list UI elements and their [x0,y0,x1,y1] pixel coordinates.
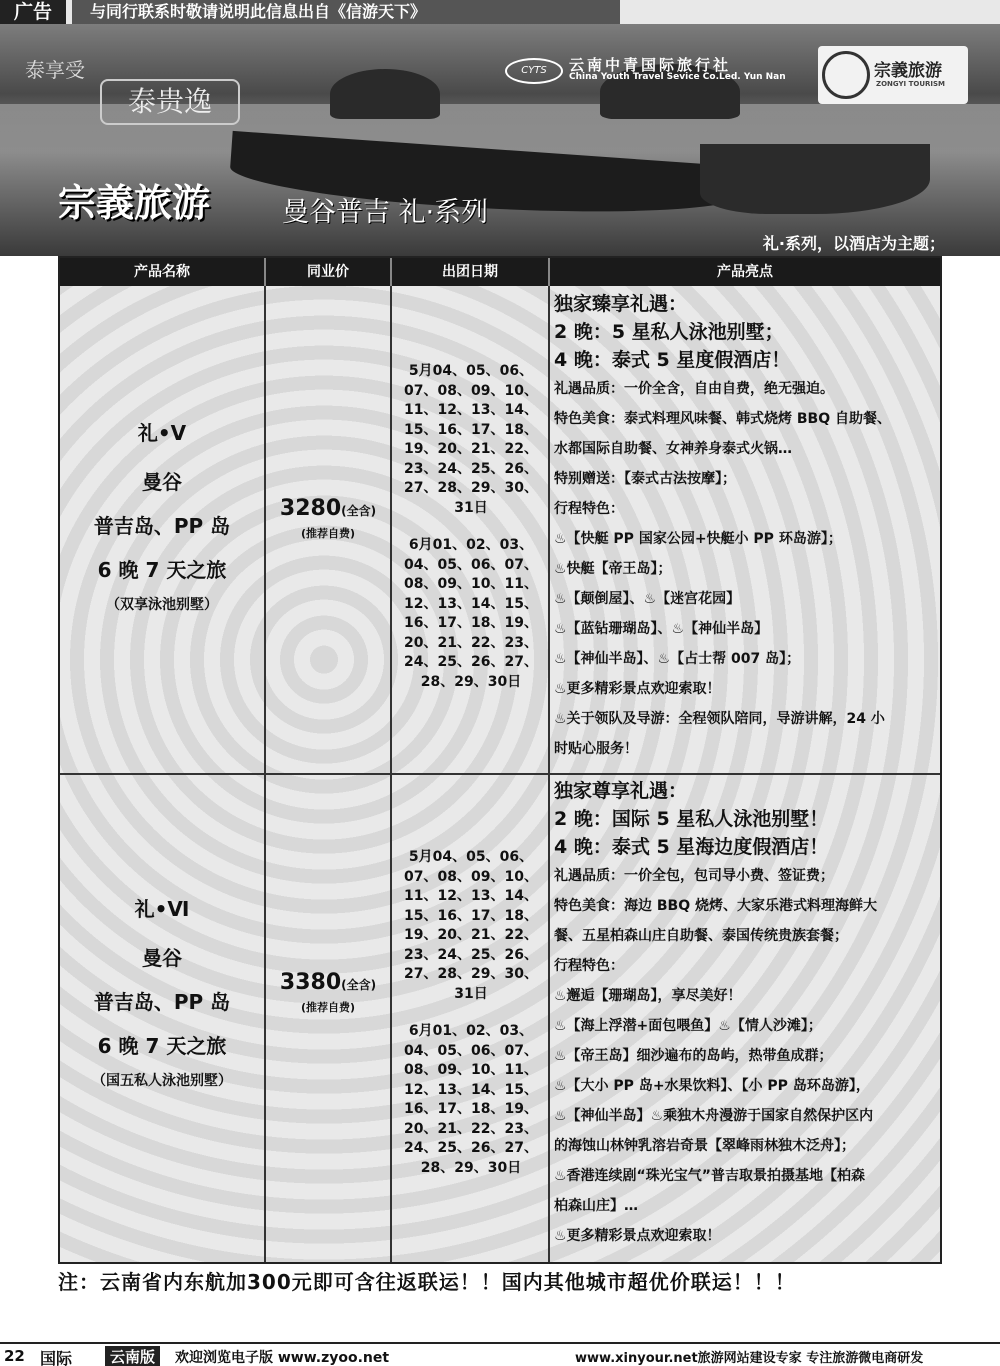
highlight-line: 行程特色： [554,958,624,974]
price-note: (全含) [341,504,377,518]
hotel-logo-side: 泰享受 [25,58,85,82]
highlight-line: 特色美食：海边 BBQ 烧烤、大家乐港式料理海鲜大 [554,898,877,914]
theme-note: 礼·系列，以酒店为主题； [762,234,945,253]
highlight-line: ♨关于领队及导游：全程领队陪同，导游讲解，24 小 [554,711,885,727]
page-number: 22 [4,1347,25,1365]
date-line: 04、05、06、07、 [404,556,538,573]
date-line: 28、29、30日 [420,1159,522,1176]
highlight-line: ♨【神仙半岛】♨乘独木舟漫游于国家自然保护区内 [554,1108,874,1124]
price-value: 3380 [279,970,342,995]
product-room-type: （双享泳池别墅） [106,597,218,613]
product-city: 曼谷 [142,946,182,970]
header-product-name: 产品名称 [60,258,266,286]
product-duration: 6 晚 7 天之旅 [97,558,227,582]
date-line: 16、17、18、19、 [404,1101,538,1117]
row-divider [60,773,940,775]
date-line: 08、09、10、11、 [404,576,538,592]
header-dates: 出团日期 [392,258,550,286]
product-room-type: （国五私人泳池别墅） [92,1073,232,1089]
date-line: 19、20、21、22、 [404,927,538,943]
hotel-logo [25,59,240,139]
highlight-heading: 独家尊享礼遇： [554,780,688,802]
highlight-line: 的海蚀山林钟乳溶岩奇景【翠峰雨林独木泛舟】； [554,1138,855,1154]
date-line: 31日 [454,985,488,1002]
date-line: 6月01、02、03、 [408,1023,534,1039]
price-value: 3280 [279,496,342,521]
highlight-line: ♨快艇【帝王岛】； [554,561,672,577]
date-line: 11、12、13、14、 [404,888,538,904]
connection-note: 注：云南省内东航加300元即可含往返联运！！国内其他城市超优价联运！！！ [58,1270,796,1294]
boat-image [700,144,930,214]
footer-website[interactable]: 欢迎浏览电子版 www.zyoo.net [175,1350,390,1366]
cyts-english: China Youth Travel Sevice Co.Led. Yun Nan [569,72,786,82]
ad-note: 与同行联系时敬请说明此信息出自《信游天下》 [72,0,620,24]
price-recommend: (推荐自费) [300,1001,356,1014]
cyts-logo-icon: CYTS [505,58,563,84]
date-line: 12、13、14、15、 [404,1081,538,1098]
date-line: 23、24、25、26、 [404,946,538,963]
highlight-line: ♨【蓝钻珊瑚岛】、♨【神仙半岛】 [554,621,769,637]
product-name-cell [60,894,264,1094]
table-header [60,258,940,286]
header-price: 同业价 [266,258,392,286]
hotel-logo-mark: 泰贵逸 [100,79,240,125]
header-highlights: 产品亮点 [717,264,773,280]
highlight-line: 时贴心服务！ [554,741,638,757]
date-line: 07、08、09、10、 [404,868,538,885]
date-line: 23、24、25、26、 [404,460,538,477]
product-duration: 6 晚 7 天之旅 [97,1034,227,1058]
highlight-line: ♨更多精彩景点欢迎索取！ [554,681,721,697]
highlight-line: 礼遇品质：一价全含，自由自费，绝无强迫。 [554,381,834,397]
date-line: 24、25、26、27、 [404,654,538,670]
date-line: 07、08、09、10、 [404,382,538,399]
highlight-line: 礼遇品质：一价全包，包司导小费、签证费； [554,868,834,884]
highlight-line: ♨【大小 PP 岛+水果饮料】、【小 PP 岛环岛游】， [554,1078,870,1094]
date-line: 27、28、29、30、 [404,966,538,982]
highlight-line: ♨邂逅【珊瑚岛】，享尽美好！ [554,988,742,1004]
ad-tag: 广告 [0,0,66,24]
highlight-line: ♨【海上浮潜+面包喂鱼】♨【情人沙滩】； [554,1018,822,1034]
ad-bar [0,0,1000,24]
highlights-cell [554,290,940,764]
product-code: 礼•V [137,421,187,445]
highlight-heading: 4 晚：泰式 5 星度假酒店！ [554,349,791,371]
highlight-heading: 4 晚：泰式 5 星海边度假酒店！ [554,836,829,858]
highlight-line: ♨【颠倒屋】、♨【迷宫花园】 [554,591,741,607]
zongyi-logo [818,46,968,104]
footer-tagline[interactable]: www.xinyour.net旅游网站建设专家 专注旅游微电商研发 [575,1351,924,1366]
product-name-cell [60,418,264,618]
product-code: 礼•Ⅵ [134,897,190,921]
page-title: 宗義旅游 [58,181,211,225]
highlight-line: ♨【帝王岛】细沙遍布的岛屿，热带鱼成群； [554,1048,833,1064]
date-line: 27、28、29、30、 [404,480,538,496]
cyts-logo-block [505,54,815,94]
date-line: 12、13、14、15、 [404,595,538,612]
highlight-line: ♨更多精彩景点欢迎索取！ [554,1228,721,1244]
date-line: 31日 [454,499,488,516]
price-recommend: (推荐自费) [300,527,356,540]
date-line: 08、09、10、11、 [404,1062,538,1078]
highlight-line: 水都国际自助餐、女神养身泰式火锅… [554,441,792,457]
date-line: 15、16、17、18、 [404,421,538,438]
cyts-name: 云南中青国际旅行社 [569,56,732,74]
highlights-cell [554,777,940,1251]
price-note: (全含) [341,978,377,992]
highlight-line: 特色美食：泰式料理风味餐、韩式烧烤 BBQ 自助餐、 [554,411,891,427]
zongyi-logo-english: ZONGYI TOURISM [876,80,945,88]
price-cell [266,970,390,1015]
highlight-heading: 2 晚：5 星私人泳池别墅； [554,321,784,343]
date-line: 04、05、06、07、 [404,1042,538,1059]
page-footer [0,1342,1000,1366]
page-subtitle: 曼谷普吉 礼·系列 [282,197,489,228]
date-line: 20、21、22、23、 [404,1120,538,1137]
footprint-icon [822,51,870,99]
highlight-line: 柏森山庄】… [554,1198,638,1214]
zongyi-logo-name: 宗義旅游 [874,61,942,81]
dates-cell [396,362,546,692]
highlight-line: ♨【快艇 PP 国家公园+快艇小 PP 环岛游】； [554,531,842,547]
highlight-line: 特别赠送：【泰式古法按摩】； [554,471,736,487]
header-banner [0,24,1000,256]
product-city: 曼谷 [142,470,182,494]
date-line: 6月01、02、03、 [408,537,534,553]
date-line: 20、21、22、23、 [404,634,538,651]
date-line: 15、16、17、18、 [404,907,538,924]
date-line: 28、29、30日 [420,673,522,690]
product-islands: 普吉岛、PP 岛 [93,990,231,1014]
highlight-line: 行程特色： [554,501,624,517]
edition-badge: 云南版 [105,1346,160,1366]
rock-left [330,69,440,119]
section-label: 国际 [40,1349,73,1366]
date-line: 19、20、21、22、 [404,441,538,457]
date-line: 5月04、05、06、 [408,849,534,865]
product-table [58,256,942,1264]
date-line: 5月04、05、06、 [408,363,534,379]
product-islands: 普吉岛、PP 岛 [93,514,231,538]
highlight-heading: 2 晚：国际 5 星私人泳池别墅！ [554,808,829,830]
date-line: 16、17、18、19、 [404,615,538,631]
dates-cell [396,848,546,1178]
highlight-line: ♨香港连续剧“珠光宝气”普吉取景拍摄基地【柏森 [554,1168,865,1184]
highlight-line: 餐、五星柏森山庄自助餐、泰国传统贵族套餐； [554,928,848,944]
price-cell [266,496,390,541]
date-line: 24、25、26、27、 [404,1140,538,1156]
date-line: 11、12、13、14、 [404,402,538,418]
highlight-line: ♨【神仙半岛】、♨【占士帮 007 岛】； [554,651,801,667]
highlight-heading: 独家臻享礼遇： [554,293,688,315]
